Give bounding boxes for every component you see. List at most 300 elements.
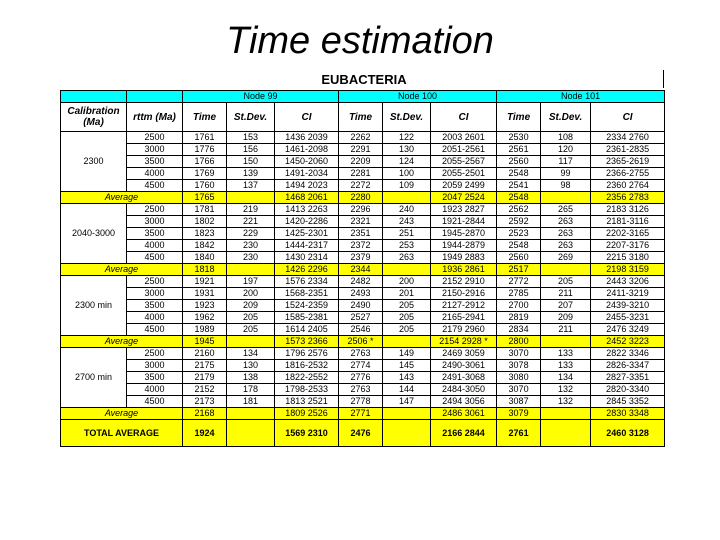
table-cell: 2360 2764: [591, 180, 665, 192]
average-cell: 2486 3061: [431, 408, 497, 420]
table-cell: 2173: [183, 396, 227, 408]
table-cell: 2439-3210: [591, 300, 665, 312]
table-cell: 1802: [183, 216, 227, 228]
average-label: Average: [61, 192, 183, 204]
calibration-group-label: 2300 min: [61, 276, 127, 336]
table-cell: 2272: [339, 180, 383, 192]
table-cell: 2055-2567: [431, 156, 497, 168]
table-cell: 2490: [339, 300, 383, 312]
table-cell: 205: [383, 324, 431, 336]
table-cell: 2127-2912: [431, 300, 497, 312]
table-cell: 2482: [339, 276, 383, 288]
table-heading-text: EUBACTERIA: [321, 72, 407, 87]
table-cell: 144: [383, 384, 431, 396]
average-cell: 2548: [497, 192, 541, 204]
table-row: [61, 168, 665, 180]
table-cell: 265: [541, 204, 591, 216]
table-cell: 2207-3176: [591, 240, 665, 252]
table-cell: 2351: [339, 228, 383, 240]
empty-header-cell: [61, 91, 127, 103]
table-cell: 1776: [183, 144, 227, 156]
node-101-header: Node 101: [497, 91, 665, 103]
table-cell: 1923 2827: [431, 204, 497, 216]
table-cell: 1769: [183, 168, 227, 180]
table-row: [61, 144, 665, 156]
table-row: [61, 360, 665, 372]
table-row: [61, 132, 665, 144]
table-cell: 145: [383, 360, 431, 372]
table-cell: 132: [541, 384, 591, 396]
average-label: Average: [61, 408, 183, 420]
table-cell: 2778: [339, 396, 383, 408]
table-cell: 2500: [127, 348, 183, 360]
table-cell: 133: [541, 360, 591, 372]
table-cell: 2541: [497, 180, 541, 192]
table-cell: 1491-2034: [275, 168, 339, 180]
average-cell: [383, 192, 431, 204]
table-cell: 2700: [497, 300, 541, 312]
table-row: [61, 276, 665, 288]
table-cell: 2827-3351: [591, 372, 665, 384]
col-header-stdev: St.Dev.: [541, 103, 591, 132]
table-cell: 2592: [497, 216, 541, 228]
table-cell: 2469 3059: [431, 348, 497, 360]
table-cell: 3000: [127, 144, 183, 156]
table-cell: 134: [227, 348, 275, 360]
table-cell: 1798-2533: [275, 384, 339, 396]
table-row: [61, 312, 665, 324]
col-header-calibration: Calibration (Ma): [61, 103, 127, 132]
table-cell: 201: [383, 288, 431, 300]
table-cell: 3000: [127, 288, 183, 300]
table-cell: 1962: [183, 312, 227, 324]
table-cell: 2548: [497, 240, 541, 252]
node-header-row: [61, 91, 665, 103]
table-cell: 2379: [339, 252, 383, 264]
table-row: [61, 288, 665, 300]
table-cell: 2150-2916: [431, 288, 497, 300]
average-cell: 1945: [183, 336, 227, 348]
table-cell: 3500: [127, 156, 183, 168]
table-cell: 1761: [183, 132, 227, 144]
average-cell: [227, 336, 275, 348]
table-cell: 4500: [127, 396, 183, 408]
table-cell: 120: [541, 144, 591, 156]
table-cell: 98: [541, 180, 591, 192]
table-cell: 3078: [497, 360, 541, 372]
table-cell: 139: [227, 168, 275, 180]
average-row: [61, 336, 665, 348]
table-row: [61, 204, 665, 216]
col-header-stdev: St.Dev.: [383, 103, 431, 132]
table-cell: 2822 3346: [591, 348, 665, 360]
table-cell: 3500: [127, 372, 183, 384]
table-cell: 4500: [127, 252, 183, 264]
average-cell: [227, 192, 275, 204]
table-cell: 2296: [339, 204, 383, 216]
table-cell: 2560: [497, 156, 541, 168]
total-average-cell: 1569 2310: [275, 420, 339, 447]
average-cell: 2356 2783: [591, 192, 665, 204]
table-cell: 2820-3340: [591, 384, 665, 396]
table-cell: 3070: [497, 384, 541, 396]
table-cell: 2152 2910: [431, 276, 497, 288]
table-cell: 2262: [339, 132, 383, 144]
table-cell: 2160: [183, 348, 227, 360]
table-cell: 2179 2960: [431, 324, 497, 336]
node-99-header: Node 99: [183, 91, 339, 103]
table-cell: 2411-3219: [591, 288, 665, 300]
table-cell: 2500: [127, 276, 183, 288]
table-cell: 100: [383, 168, 431, 180]
table-cell: 269: [541, 252, 591, 264]
table-cell: 205: [383, 312, 431, 324]
table-cell: 240: [383, 204, 431, 216]
table-cell: 2834: [497, 324, 541, 336]
table-cell: 1760: [183, 180, 227, 192]
table-cell: 2209: [339, 156, 383, 168]
table-row: [61, 156, 665, 168]
average-cell: [227, 264, 275, 276]
table-cell: 2361-2835: [591, 144, 665, 156]
average-label: Average: [61, 264, 183, 276]
table-cell: 205: [227, 312, 275, 324]
column-header-row: [61, 103, 665, 132]
table-cell: 200: [383, 276, 431, 288]
col-header-ci: CI: [591, 103, 665, 132]
table-cell: 1796 2576: [275, 348, 339, 360]
table-cell: 1430 2314: [275, 252, 339, 264]
table-cell: 1842: [183, 240, 227, 252]
table-cell: 2175: [183, 360, 227, 372]
table-cell: 1949 2883: [431, 252, 497, 264]
total-average-cell: 2166 2844: [431, 420, 497, 447]
average-cell: 2506 *: [339, 336, 383, 348]
table-cell: 1494 2023: [275, 180, 339, 192]
calibration-group-label: 2700 min: [61, 348, 127, 408]
table-cell: 2490-3061: [431, 360, 497, 372]
table-cell: 3000: [127, 216, 183, 228]
table-cell: 124: [383, 156, 431, 168]
table-cell: 130: [383, 144, 431, 156]
table-cell: 263: [541, 240, 591, 252]
table-cell: 3070: [497, 348, 541, 360]
table-cell: 1931: [183, 288, 227, 300]
average-cell: 1573 2366: [275, 336, 339, 348]
table-cell: 2774: [339, 360, 383, 372]
table-cell: 3500: [127, 300, 183, 312]
table-cell: 2055-2501: [431, 168, 497, 180]
table-cell: 209: [541, 312, 591, 324]
table-cell: 2443 3206: [591, 276, 665, 288]
node-100-header: Node 100: [339, 91, 497, 103]
col-header-stdev: St.Dev.: [227, 103, 275, 132]
empty-header-cell: [127, 91, 183, 103]
table-cell: 2334 2760: [591, 132, 665, 144]
results-table-container: [60, 70, 668, 447]
average-cell: 2452 3223: [591, 336, 665, 348]
table-cell: 219: [227, 204, 275, 216]
table-row: [61, 180, 665, 192]
table-cell: 2321: [339, 216, 383, 228]
table-cell: 4000: [127, 168, 183, 180]
table-cell: 1425-2301: [275, 228, 339, 240]
table-cell: 132: [541, 396, 591, 408]
table-cell: 200: [227, 288, 275, 300]
table-cell: 3080: [497, 372, 541, 384]
table-cell: 2291: [339, 144, 383, 156]
average-cell: 2800: [497, 336, 541, 348]
average-cell: 1809 2526: [275, 408, 339, 420]
table-cell: 2500: [127, 204, 183, 216]
table-row: [61, 252, 665, 264]
table-cell: 207: [541, 300, 591, 312]
table-cell: 205: [541, 276, 591, 288]
table-cell: 1945-2870: [431, 228, 497, 240]
table-cell: 133: [541, 348, 591, 360]
total-average-row: [61, 420, 665, 447]
table-cell: 2776: [339, 372, 383, 384]
total-average-cell: [227, 420, 275, 447]
table-cell: 2546: [339, 324, 383, 336]
table-cell: 197: [227, 276, 275, 288]
table-cell: 99: [541, 168, 591, 180]
col-header-time: Time: [339, 103, 383, 132]
table-cell: 263: [541, 228, 591, 240]
table-cell: 1524-2359: [275, 300, 339, 312]
calibration-group-label: 2300: [61, 132, 127, 192]
table-row: [61, 372, 665, 384]
table-cell: 1944-2879: [431, 240, 497, 252]
table-cell: 2523: [497, 228, 541, 240]
table-cell: 3000: [127, 360, 183, 372]
table-cell: 2455-3231: [591, 312, 665, 324]
table-cell: 1781: [183, 204, 227, 216]
table-cell: 109: [383, 180, 431, 192]
table-cell: 1461-2098: [275, 144, 339, 156]
table-cell: 205: [383, 300, 431, 312]
table-cell: 2763: [339, 348, 383, 360]
table-cell: 1576 2334: [275, 276, 339, 288]
table-cell: 2003 2601: [431, 132, 497, 144]
table-cell: 211: [541, 324, 591, 336]
total-average-cell: [541, 420, 591, 447]
average-cell: 1468 2061: [275, 192, 339, 204]
table-cell: 4500: [127, 324, 183, 336]
table-heading: [60, 70, 668, 90]
table-cell: 1766: [183, 156, 227, 168]
table-cell: 1921: [183, 276, 227, 288]
table-cell: 1923: [183, 300, 227, 312]
table-cell: 137: [227, 180, 275, 192]
table-cell: 1413 2263: [275, 204, 339, 216]
table-row: [61, 240, 665, 252]
table-cell: 1816-2532: [275, 360, 339, 372]
table-cell: 134: [541, 372, 591, 384]
table-cell: 2059 2499: [431, 180, 497, 192]
table-cell: 221: [227, 216, 275, 228]
average-cell: 2154 2928 *: [431, 336, 497, 348]
table-cell: 2476 3249: [591, 324, 665, 336]
total-average-cell: [383, 420, 431, 447]
table-cell: 1989: [183, 324, 227, 336]
average-row: [61, 192, 665, 204]
table-cell: 2484-3050: [431, 384, 497, 396]
table-row: [61, 228, 665, 240]
table-cell: 243: [383, 216, 431, 228]
table-cell: 1813 2521: [275, 396, 339, 408]
table-cell: 2826-3347: [591, 360, 665, 372]
table-cell: 2491-3068: [431, 372, 497, 384]
table-cell: 209: [227, 300, 275, 312]
table-cell: 149: [383, 348, 431, 360]
table-cell: 2493: [339, 288, 383, 300]
table-cell: 1444-2317: [275, 240, 339, 252]
table-cell: 1823: [183, 228, 227, 240]
table-cell: 2183 3126: [591, 204, 665, 216]
table-cell: 2562: [497, 204, 541, 216]
table-cell: 2785: [497, 288, 541, 300]
average-cell: [383, 408, 431, 420]
total-average-cell: 2460 3128: [591, 420, 665, 447]
heading-divider: [663, 70, 664, 88]
table-cell: 2530: [497, 132, 541, 144]
average-cell: [541, 264, 591, 276]
average-label: Average: [61, 336, 183, 348]
average-cell: 2168: [183, 408, 227, 420]
table-cell: 1450-2060: [275, 156, 339, 168]
average-cell: 1818: [183, 264, 227, 276]
table-cell: 2372: [339, 240, 383, 252]
table-cell: 1568-2351: [275, 288, 339, 300]
table-cell: 2365-2619: [591, 156, 665, 168]
table-cell: 1840: [183, 252, 227, 264]
table-cell: 2202-3165: [591, 228, 665, 240]
table-cell: 263: [383, 252, 431, 264]
average-cell: [541, 408, 591, 420]
average-cell: 1936 2861: [431, 264, 497, 276]
table-row: [61, 324, 665, 336]
table-row: [61, 396, 665, 408]
table-cell: 2772: [497, 276, 541, 288]
average-cell: 2830 3348: [591, 408, 665, 420]
table-cell: 1585-2381: [275, 312, 339, 324]
table-cell: 4500: [127, 180, 183, 192]
table-cell: 2763: [339, 384, 383, 396]
table-cell: 122: [383, 132, 431, 144]
table-cell: 1436 2039: [275, 132, 339, 144]
table-row: [61, 216, 665, 228]
table-cell: 130: [227, 360, 275, 372]
table-cell: 2561: [497, 144, 541, 156]
calibration-group-label: 2040-3000: [61, 204, 127, 264]
average-cell: [541, 192, 591, 204]
table-cell: 2560: [497, 252, 541, 264]
table-cell: 150: [227, 156, 275, 168]
table-cell: 4000: [127, 240, 183, 252]
total-average-cell: 2761: [497, 420, 541, 447]
col-header-ci: CI: [275, 103, 339, 132]
table-cell: 2152: [183, 384, 227, 396]
table-cell: 2215 3180: [591, 252, 665, 264]
table-cell: 2366-2755: [591, 168, 665, 180]
table-row: [61, 384, 665, 396]
col-header-ci: CI: [431, 103, 497, 132]
average-row: [61, 264, 665, 276]
table-cell: 251: [383, 228, 431, 240]
table-cell: 138: [227, 372, 275, 384]
table-cell: 178: [227, 384, 275, 396]
average-cell: [383, 336, 431, 348]
average-cell: 1765: [183, 192, 227, 204]
table-cell: 2179: [183, 372, 227, 384]
table-cell: 211: [541, 288, 591, 300]
table-cell: 1614 2405: [275, 324, 339, 336]
average-cell: 2771: [339, 408, 383, 420]
average-cell: 2344: [339, 264, 383, 276]
average-row: [61, 408, 665, 420]
table-cell: 2548: [497, 168, 541, 180]
table-cell: 2494 3056: [431, 396, 497, 408]
table-cell: 2051-2561: [431, 144, 497, 156]
table-cell: 2819: [497, 312, 541, 324]
table-cell: 2281: [339, 168, 383, 180]
table-cell: 4000: [127, 384, 183, 396]
table-cell: 230: [227, 240, 275, 252]
average-cell: 1426 2296: [275, 264, 339, 276]
table-cell: 181: [227, 396, 275, 408]
table-body: [61, 132, 665, 447]
table-row: [61, 300, 665, 312]
average-cell: [227, 408, 275, 420]
col-header-time: Time: [183, 103, 227, 132]
average-cell: 3079: [497, 408, 541, 420]
average-cell: 2047 2524: [431, 192, 497, 204]
average-cell: 2198 3159: [591, 264, 665, 276]
average-cell: [383, 264, 431, 276]
col-header-time: Time: [497, 103, 541, 132]
slide-title: Time estimation: [226, 20, 494, 62]
table-cell: 2845 3352: [591, 396, 665, 408]
table-cell: 3500: [127, 228, 183, 240]
table-cell: 1420-2286: [275, 216, 339, 228]
table-row: [61, 348, 665, 360]
table-cell: 1822-2552: [275, 372, 339, 384]
total-average-label: TOTAL AVERAGE: [61, 420, 183, 447]
average-cell: [541, 336, 591, 348]
total-average-cell: 2476: [339, 420, 383, 447]
table-cell: 1921-2844: [431, 216, 497, 228]
average-cell: 2517: [497, 264, 541, 276]
table-cell: 156: [227, 144, 275, 156]
table-cell: 117: [541, 156, 591, 168]
table-cell: 263: [541, 216, 591, 228]
table-cell: 147: [383, 396, 431, 408]
table-cell: 143: [383, 372, 431, 384]
table-cell: 3087: [497, 396, 541, 408]
table-cell: 229: [227, 228, 275, 240]
table-cell: 2181-3116: [591, 216, 665, 228]
time-estimation-table: [60, 90, 665, 447]
table-cell: 205: [227, 324, 275, 336]
table-cell: 253: [383, 240, 431, 252]
average-cell: 2280: [339, 192, 383, 204]
table-cell: 2500: [127, 132, 183, 144]
col-header-rttm: rttm (Ma): [127, 103, 183, 132]
table-cell: 153: [227, 132, 275, 144]
table-cell: 108: [541, 132, 591, 144]
table-cell: 4000: [127, 312, 183, 324]
